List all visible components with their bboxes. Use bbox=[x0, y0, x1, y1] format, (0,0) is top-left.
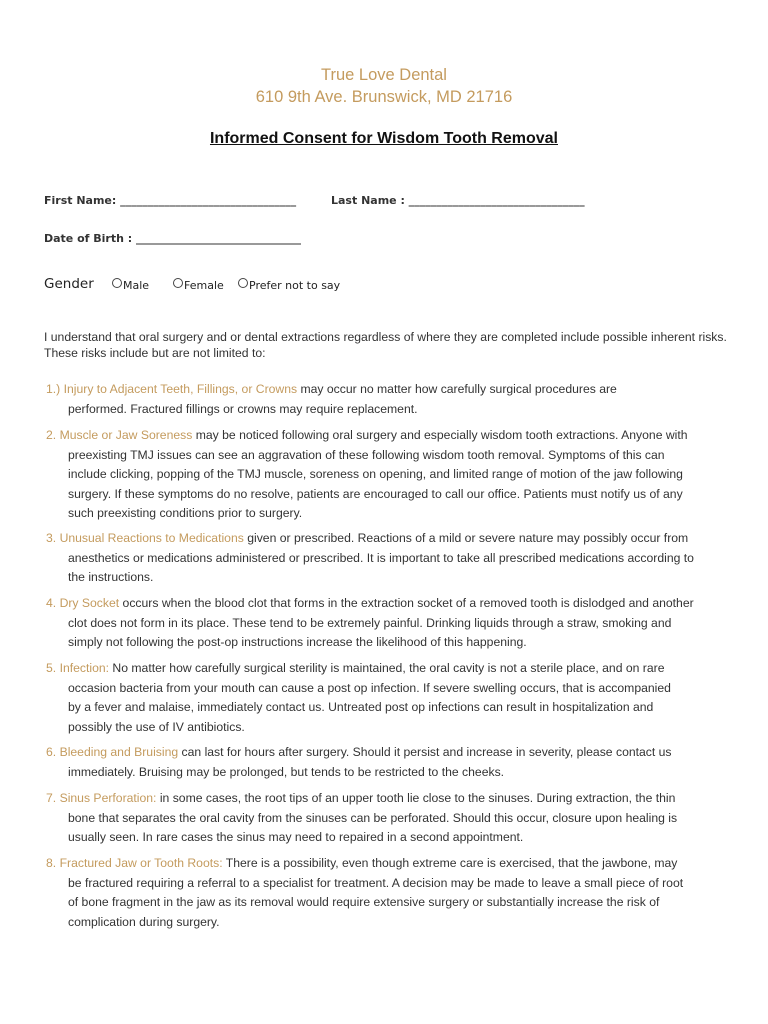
risk-text: given or prescribed. Reactions of a mild or severe nature may possibly occur from bbox=[243, 531, 689, 545]
risk-line bbox=[44, 789, 734, 809]
risk-text: such preexisting conditions prior to surgery. bbox=[68, 506, 303, 520]
first-name-field[interactable]: First Name: ________________________________ bbox=[44, 194, 297, 207]
risk-text: usually seen. In rare cases the sinus may need to repaired in a second appointment. bbox=[68, 830, 524, 844]
risk-item bbox=[44, 594, 734, 653]
risk-line bbox=[44, 698, 734, 718]
practice-header bbox=[0, 64, 768, 108]
risk-text: be fractured requiring a referral to a specialist for treatment. A decision may be made to leave a small piece of root bbox=[68, 875, 684, 890]
risk-text: may occur no matter how carefully surgical procedures are bbox=[297, 382, 617, 396]
risk-line bbox=[44, 763, 734, 783]
risk-text: include clicking, popping of the TMJ muscle, soreness on opening, and limited range of motion of the jaw following bbox=[68, 467, 683, 481]
risk-line bbox=[44, 874, 734, 894]
risk-text: in some cases, the root tips of an upper tooth lie close to the sinuses. During extraction, the thin bbox=[156, 791, 676, 805]
risk-text: performed. Fractured fillings or crowns may require replacement. bbox=[68, 401, 418, 416]
risk-line bbox=[44, 854, 734, 874]
risk-line bbox=[44, 465, 734, 485]
risk-number: 3. bbox=[46, 531, 60, 545]
risk-text: complication during surgery. bbox=[68, 914, 220, 929]
intro-paragraph: I understand that oral surgery and or dental extractions regardless of where they are completed include possible inherent risks. These risks include but are not limited to: bbox=[44, 330, 727, 360]
risk-item bbox=[44, 789, 734, 848]
risk-text: anesthetics or medications administered or prescribed. It is important to take all prescribed medications according to bbox=[68, 550, 694, 565]
risk-heading: Dry Socket bbox=[59, 596, 120, 610]
risk-item bbox=[44, 529, 734, 588]
last-name-field[interactable]: Last Name : ________________________________ bbox=[331, 194, 585, 207]
radio-icon[interactable] bbox=[238, 278, 248, 288]
gender-option-label: Female bbox=[184, 279, 224, 292]
risk-heading: Unusual Reactions to Medications bbox=[59, 531, 244, 545]
risk-number: 2. bbox=[46, 428, 60, 442]
risk-item bbox=[44, 854, 734, 932]
risk-text: can last for hours after surgery. Should it persist and increase in severity, please contact us bbox=[178, 745, 672, 759]
risk-text: occurs when the blood clot that forms in the extraction socket of a removed tooth is dislodged and another bbox=[119, 596, 694, 610]
risk-line bbox=[44, 400, 734, 420]
risk-text: of bone fragment in the jaw as its removal would require extensive surgery or substantially increase the risk of bbox=[68, 895, 660, 909]
gender-label: Gender bbox=[44, 276, 94, 292]
risk-item bbox=[44, 426, 734, 524]
risk-number: 8. bbox=[46, 856, 60, 870]
risk-line bbox=[44, 380, 734, 400]
risk-number: 5. bbox=[46, 661, 60, 675]
risk-line bbox=[44, 504, 734, 524]
risk-text: simply not following the post-op instructions increase the likelihood of this happening. bbox=[68, 635, 527, 649]
risk-line bbox=[44, 446, 734, 466]
risk-line bbox=[44, 568, 734, 588]
risk-heading: Muscle or Jaw Soreness bbox=[59, 428, 193, 442]
gender-option-label: Prefer not to say bbox=[249, 279, 341, 292]
risk-text: by a fever and malaise, immediately contact us. Untreated post op infections can result in hospitalization and bbox=[68, 700, 654, 714]
risk-number: 1.) bbox=[46, 382, 64, 396]
risk-line bbox=[44, 743, 734, 763]
risk-text: the instructions. bbox=[68, 570, 154, 584]
risk-line bbox=[44, 913, 734, 933]
gender-option-label: Male bbox=[123, 279, 150, 292]
risk-line bbox=[44, 549, 734, 569]
risk-text: surgery. If these symptoms do no resolve, patients are encouraged to call our office. Patients must notify us of any bbox=[68, 486, 683, 501]
risk-text: preexisting TMJ issues can see an aggravation of these following wisdom tooth removal. Symptoms of this can bbox=[68, 447, 665, 462]
risk-number: 4. bbox=[46, 596, 60, 610]
risk-heading: Fractured Jaw or Tooth Roots: bbox=[59, 856, 223, 870]
risk-text: immediately. Bruising may be prolonged, but tends to be restricted to the cheeks. bbox=[68, 764, 505, 779]
risk-line bbox=[44, 529, 734, 549]
risk-number: 6. bbox=[46, 745, 60, 759]
risk-heading: Sinus Perforation: bbox=[59, 791, 157, 805]
risk-text: occasion bacteria from your mouth can cause a post op infection. If severe swelling occurs, that is accompanied bbox=[68, 680, 671, 695]
risk-line bbox=[44, 633, 734, 653]
gender-option-prefer-not[interactable] bbox=[238, 278, 340, 292]
risk-line bbox=[44, 594, 734, 614]
risk-text: bone that separates the oral cavity from the sinuses can be perforated. Should this occur, closure upon healing is bbox=[68, 810, 678, 825]
practice-address: 610 9th Ave. Brunswick, MD 21716 bbox=[255, 88, 513, 106]
risk-line bbox=[44, 614, 734, 634]
risk-item bbox=[44, 380, 734, 419]
form-title: Informed Consent for Wisdom Tooth Removal bbox=[209, 130, 558, 147]
risk-item bbox=[44, 743, 734, 782]
risk-line bbox=[44, 718, 734, 738]
risk-line bbox=[44, 828, 734, 848]
risk-line bbox=[44, 659, 734, 679]
radio-icon[interactable] bbox=[112, 278, 122, 288]
gender-option-female[interactable] bbox=[173, 278, 224, 292]
risk-text: There is a possibility, even though extreme care is exercised, that the jawbone, may bbox=[222, 856, 678, 870]
risk-line bbox=[44, 893, 734, 913]
radio-icon[interactable] bbox=[173, 278, 183, 288]
risk-line bbox=[44, 426, 734, 446]
risk-text: may be noticed following oral surgery and especially wisdom tooth extractions. Anyone with bbox=[192, 428, 688, 442]
risk-line bbox=[44, 485, 734, 505]
risk-heading: Infection: bbox=[59, 661, 110, 675]
risk-number: 7. bbox=[46, 791, 60, 805]
risk-text: possibly the use of IV antibiotics. bbox=[68, 719, 245, 734]
date-of-birth-field[interactable]: Date of Birth : ______________________________ bbox=[44, 232, 302, 245]
gender-group bbox=[44, 276, 341, 292]
risk-heading: Bleeding and Bruising bbox=[59, 745, 179, 759]
risk-text: No matter how carefully surgical sterility is maintained, the oral cavity is not a sterile place, and on rare bbox=[109, 661, 665, 675]
risk-line bbox=[44, 679, 734, 699]
risk-line bbox=[44, 809, 734, 829]
risk-item bbox=[44, 659, 734, 737]
risk-heading: Injury to Adjacent Teeth, Fillings, or Crowns bbox=[63, 382, 298, 396]
risk-text: clot does not form in its place. These tend to be extremely painful. Drinking liquids through a straw, smoking and bbox=[68, 615, 672, 630]
practice-name: True Love Dental bbox=[321, 66, 447, 84]
gender-option-male[interactable] bbox=[112, 278, 149, 292]
